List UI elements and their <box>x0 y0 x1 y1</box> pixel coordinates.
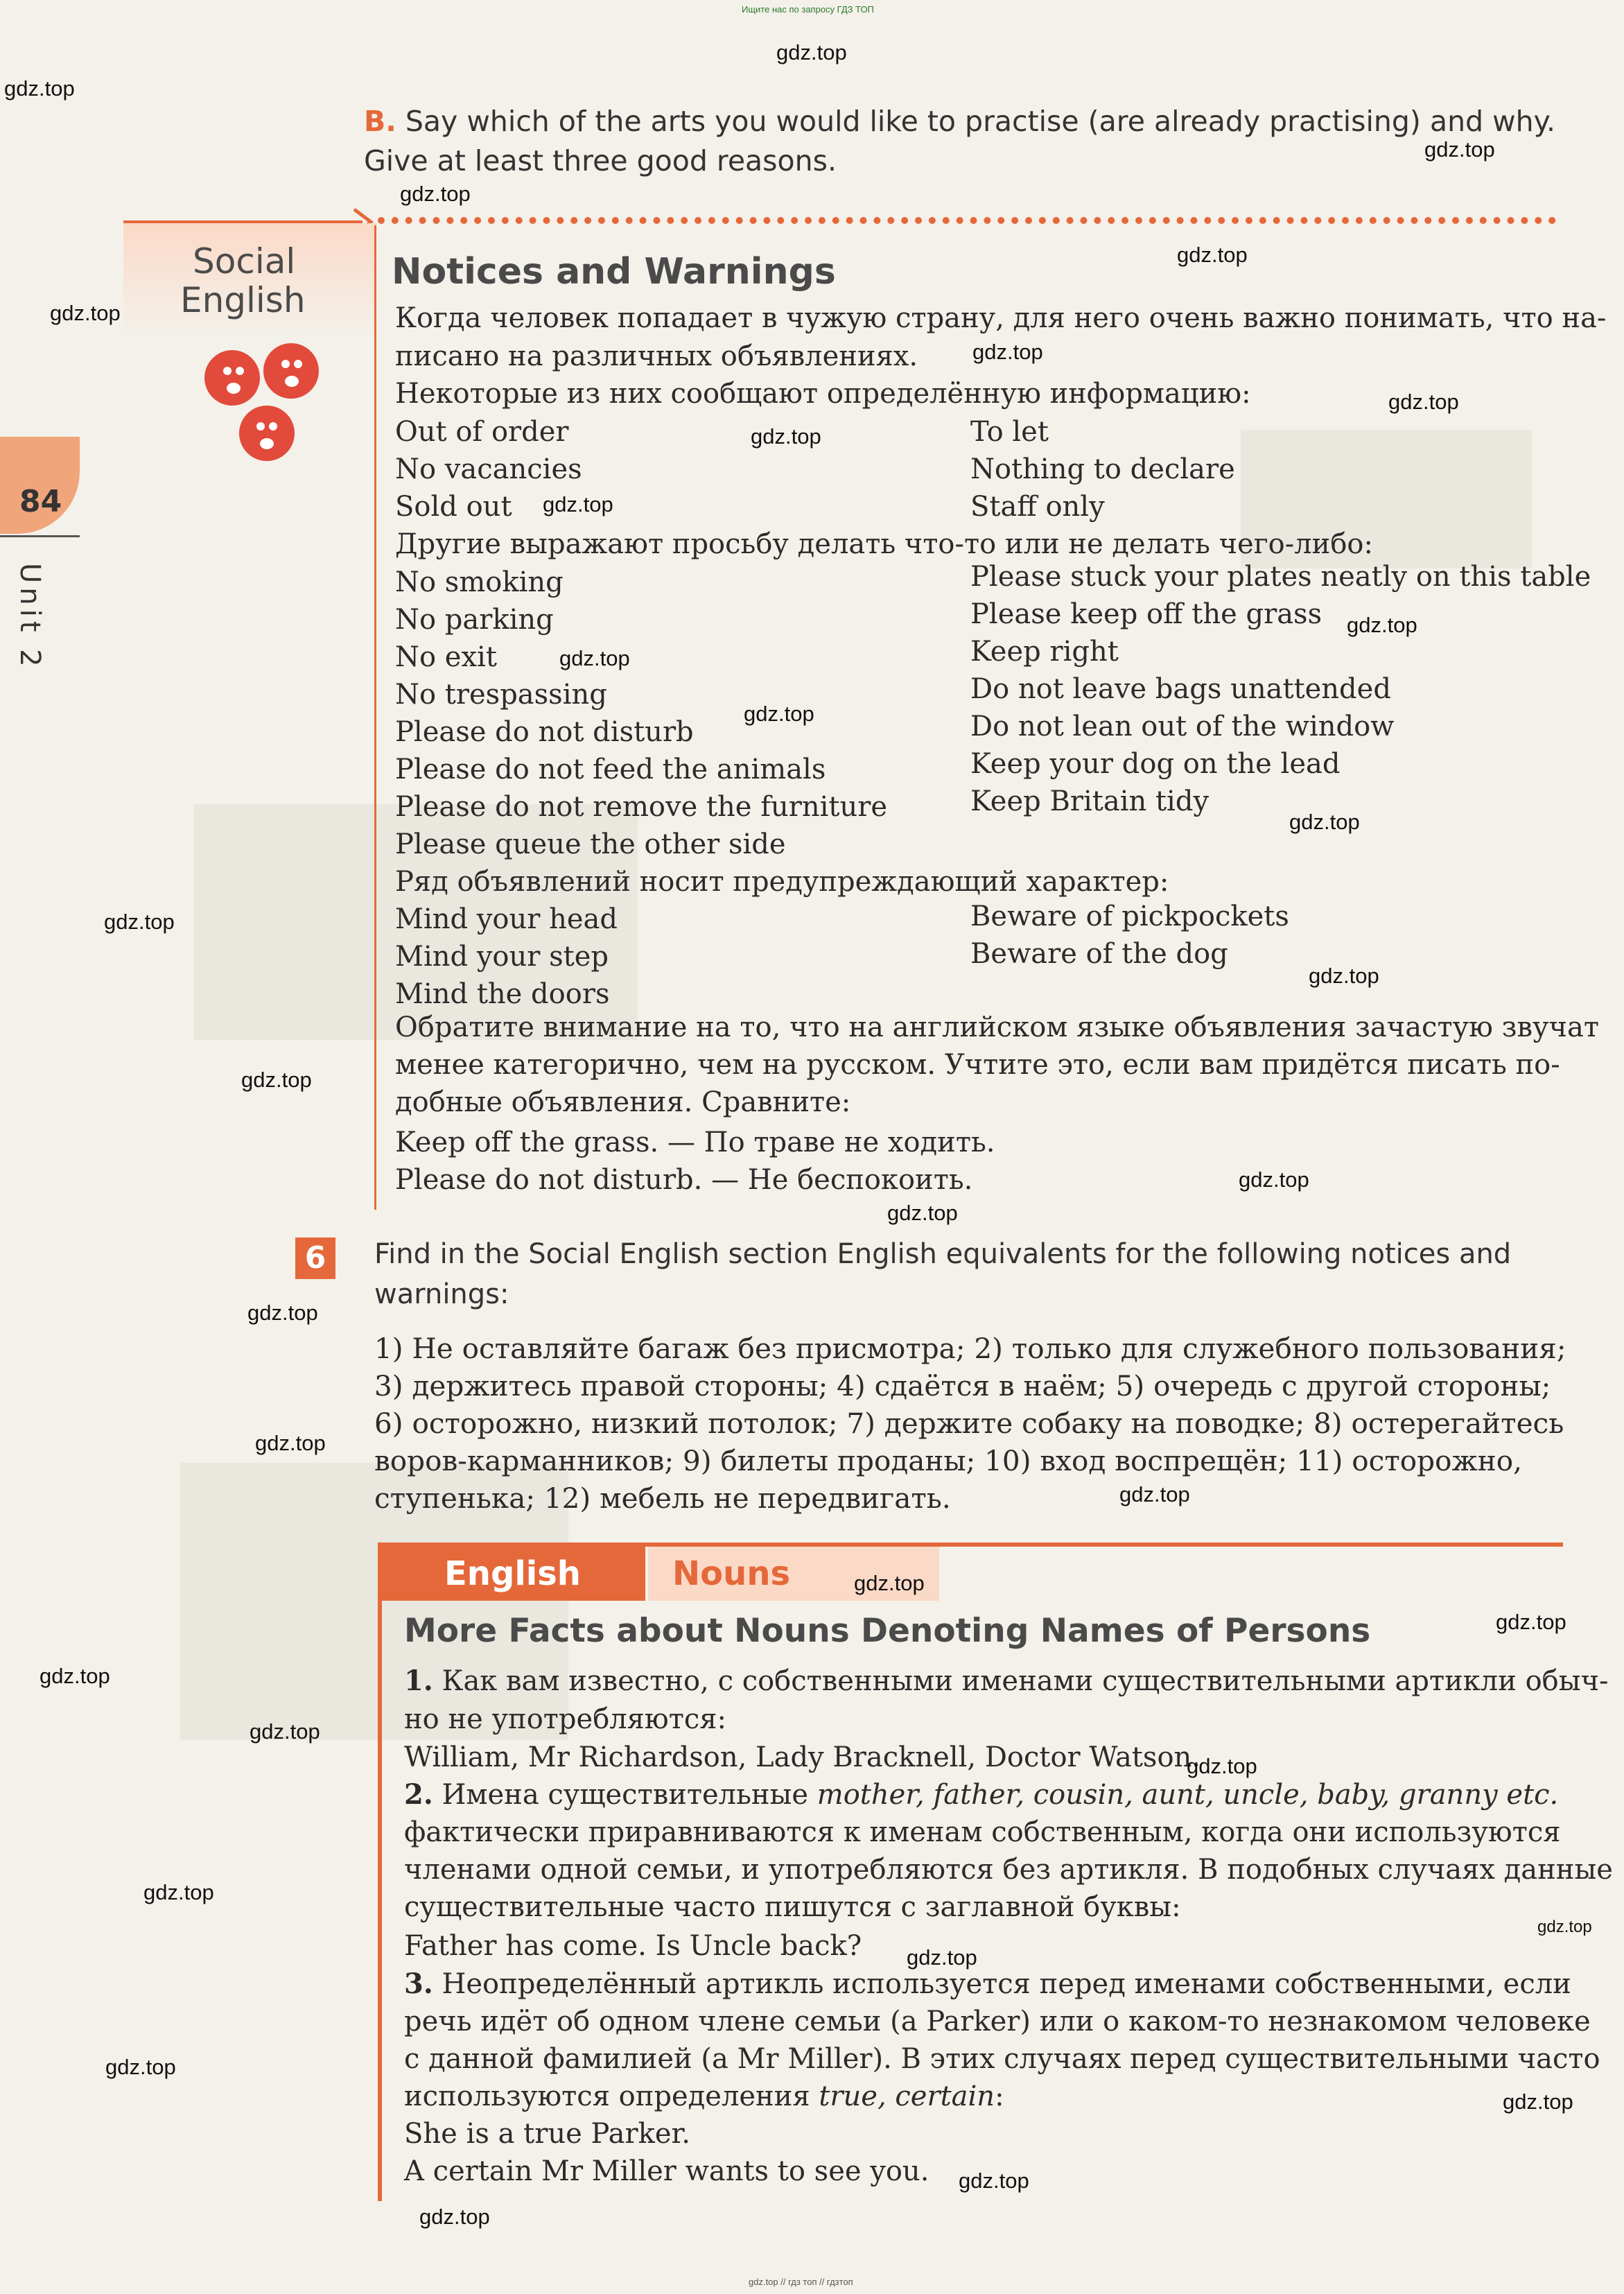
page-number: 84 <box>19 484 62 519</box>
exercise-6-list5: ступенька; 12) мебель не передвигать. <box>374 1481 951 1515</box>
watermark: gdz.top <box>1239 1167 1309 1192</box>
p2-num: 2. <box>404 1778 433 1811</box>
request-left-item: Please do not disturb <box>395 716 694 748</box>
watermark: gdz.top <box>559 646 630 670</box>
request-left-item: Please queue the other side <box>395 828 786 860</box>
request-left-item: No exit <box>395 641 497 673</box>
watermark: gdz.top <box>40 1664 110 1688</box>
social-english-label-2: English <box>180 280 306 320</box>
warning-right-item: Beware of pickpockets <box>970 901 1289 932</box>
p3-text4b: : <box>995 2080 1004 2112</box>
p3-example2: A certain Mr Miller wants to see you. <box>404 2155 929 2187</box>
intro-line1: Когда человек попадает в чужую страну, для него очень важно понимать, что на- <box>395 302 1607 334</box>
watermark: gdz.top <box>419 2205 490 2229</box>
task-b-letter: B. <box>364 105 396 138</box>
watermark: gdz.top <box>104 910 175 934</box>
watermark: gdz.top <box>1496 1610 1566 1634</box>
request-left-item: No trespassing <box>395 679 607 711</box>
nouns-tab: Nouns <box>648 1547 939 1601</box>
watermark: gdz.top <box>543 492 613 516</box>
request-left-item: Please do not remove the furniture <box>395 791 888 823</box>
watermark: gdz.top <box>4 76 75 101</box>
warning-left-item: Mind your step <box>395 941 609 973</box>
intro-line2: писано на различных объявлениях. <box>395 340 918 372</box>
top-note: Ищите нас по запросу ГДЗ ТОП <box>742 4 874 15</box>
p3-text1: Неопределённый артикль используется перед именами собственными, если <box>442 1968 1571 2000</box>
request-left-item: No smoking <box>395 566 564 598</box>
p2-line3: членами одной семьи, и употребляются без артикля. В подобных случаях данные <box>404 1854 1613 1886</box>
watermark: gdz.top <box>255 1431 326 1455</box>
watermark: gdz.top <box>972 340 1043 364</box>
example1: Keep off the grass. — По траве не ходить. <box>395 1127 995 1158</box>
watermark: gdz.top <box>241 1068 312 1092</box>
watermark: gdz.top <box>105 2055 176 2079</box>
request-right-item: Do not leave bags unattended <box>970 673 1391 705</box>
p3-line2: речь идёт об одном члене семьи (a Parker) или о каком-то незнакомом человеке <box>404 2006 1591 2037</box>
request-right-item: Please stuck your plates neatly on this table <box>970 561 1591 593</box>
watermark: gdz.top <box>751 424 821 449</box>
p1-line2: но не употребляются: <box>404 1703 726 1735</box>
social-english-left-border <box>374 225 376 1210</box>
task-b-line1 <box>364 103 1555 140</box>
watermark: gdz.top <box>247 1301 318 1325</box>
task-b-text1: Say which of the arts you would like to practise (are already practising) and why. <box>405 105 1556 138</box>
request-left-item: No parking <box>395 604 554 636</box>
p3-line1 <box>404 1965 1571 2003</box>
exercise-6-instr2: warnings: <box>374 1278 509 1310</box>
watermark: gdz.top <box>744 702 814 726</box>
watermark: gdz.top <box>1388 390 1459 414</box>
p3-num: 3. <box>404 1967 433 2000</box>
bottom-note: gdz.top // гдз топ // гдзтоп <box>749 2277 853 2287</box>
info-right-item: Nothing to declare <box>970 453 1235 485</box>
smiley-faces-icon <box>201 340 326 471</box>
request-left-item: Please do not feed the animals <box>395 754 826 785</box>
note-line2: менее категорично, чем на русском. Учтите это, если вам придётся писать по- <box>395 1049 1560 1081</box>
watermark: gdz.top <box>50 301 121 325</box>
social-english-dotted-rule <box>378 217 1556 224</box>
note-line3: добные объявления. Сравните: <box>395 1086 851 1118</box>
nouns-left-border <box>378 1543 382 2201</box>
info-heading: Некоторые из них сообщают определённую информацию: <box>395 378 1251 410</box>
request-heading: Другие выражают просьбу делать что-то или не делать чего-либо: <box>395 528 1373 560</box>
request-right-item: Keep your dog on the lead <box>970 748 1341 780</box>
watermark: gdz.top <box>1119 1482 1190 1506</box>
p2-italic: mother, father, cousin, aunt, uncle, baby, granny etc. <box>817 1779 1559 1811</box>
exercise-6-list4: воров-карманников; 9) билеты проданы; 10) вход воспрещён; 11) осторожно, <box>374 1444 1522 1477</box>
info-left-item: Out of order <box>395 416 569 448</box>
watermark: gdz.top <box>907 1945 977 1970</box>
warning-left-item: Mind your head <box>395 903 618 935</box>
p2-line2: фактически приравниваются к именам собственным, когда они используются <box>404 1816 1561 1848</box>
watermark: gdz.top <box>1309 964 1379 988</box>
p3-example1: She is a true Parker. <box>404 2118 690 2150</box>
p2-line1 <box>404 1776 1558 1814</box>
p3-line3: с данной фамилией (a Mr Miller). В этих случаях перед существительными часто <box>404 2043 1600 2075</box>
warning-right-item: Beware of the dog <box>970 938 1228 970</box>
exercise-6-instr1: Find in the Social English section English equivalents for the following notices and <box>374 1238 1512 1270</box>
watermark: gdz.top <box>1177 243 1248 267</box>
info-right-item: To let <box>970 416 1049 448</box>
english-tab: English <box>382 1547 645 1601</box>
warning-left-item: Mind the doors <box>395 978 610 1010</box>
p2-text-a: Имена существительные <box>442 1779 809 1811</box>
p1-line1 <box>404 1662 1609 1700</box>
watermark: gdz.top <box>250 1719 320 1744</box>
watermark: gdz.top <box>1187 1754 1257 1778</box>
p1-num: 1. <box>404 1665 433 1697</box>
watermark: gdz.top <box>1424 137 1495 162</box>
watermark: gdz.top <box>1289 810 1360 834</box>
watermark: gdz.top <box>887 1201 958 1225</box>
task-b-line2: Give at least three good reasons. <box>364 144 837 177</box>
exercise-6-badge: 6 <box>295 1237 335 1279</box>
info-left-item: No vacancies <box>395 453 582 485</box>
p1-text1: Как вам известно, с собственными именами существительными артикли обыч- <box>442 1665 1609 1697</box>
watermark: gdz.top <box>959 2169 1029 2193</box>
exercise-6-list2: 3) держитесь правой стороны; 4) сдаётся в наём; 5) очередь с другой стороны; <box>374 1369 1551 1402</box>
watermark: gdz.top <box>143 1880 214 1904</box>
note-line1: Обратите внимание на то, что на английском языке объявления зачастую звучат <box>395 1011 1599 1043</box>
example2: Please do not disturb. — Не беспокоить. <box>395 1164 973 1196</box>
page-tab-rule <box>0 535 80 537</box>
warning-heading: Ряд объявлений носит предупреждающий характер: <box>395 866 1169 898</box>
request-right-item: Please keep off the grass <box>970 598 1322 630</box>
request-right-item: Keep right <box>970 636 1119 668</box>
p1-example: William, Mr Richardson, Lady Bracknell, Doctor Watson. <box>404 1741 1201 1773</box>
nouns-title: More Facts about Nouns Denoting Names of Persons <box>404 1612 1371 1650</box>
watermark: gdz.top <box>1347 613 1417 637</box>
notices-title: Notices and Warnings <box>392 251 836 293</box>
p3-italic: true, certain <box>819 2080 995 2112</box>
watermark: gdz.top <box>776 40 847 64</box>
request-right-item: Do not lean out of the window <box>970 711 1395 742</box>
exercise-6-list3: 6) осторожно, низкий потолок; 7) держите собаку на поводке; 8) остерегайтесь <box>374 1407 1564 1440</box>
p3-line4 <box>404 2078 1004 2115</box>
watermark: gdz.top <box>400 182 471 206</box>
request-right-item: Keep Britain tidy <box>970 785 1210 817</box>
watermark: gdz.top <box>1503 2089 1573 2114</box>
p2-line4: существительные часто пишутся с заглавной буквы: <box>404 1891 1181 1923</box>
info-left-item: Sold out <box>395 491 512 523</box>
social-english-label-1: Social <box>193 241 296 281</box>
unit-label: Unit 2 <box>14 563 46 671</box>
p3-text4a: используются определения <box>404 2080 810 2112</box>
watermark: gdz.top <box>1537 1918 1592 1936</box>
watermark: gdz.top <box>854 1571 925 1595</box>
exercise-6-list1: 1) Не оставляйте багаж без присмотра; 2) только для служебного пользования; <box>374 1332 1566 1365</box>
p2-example: Father has come. Is Uncle back? <box>404 1930 862 1962</box>
info-right-item: Staff only <box>970 491 1105 523</box>
